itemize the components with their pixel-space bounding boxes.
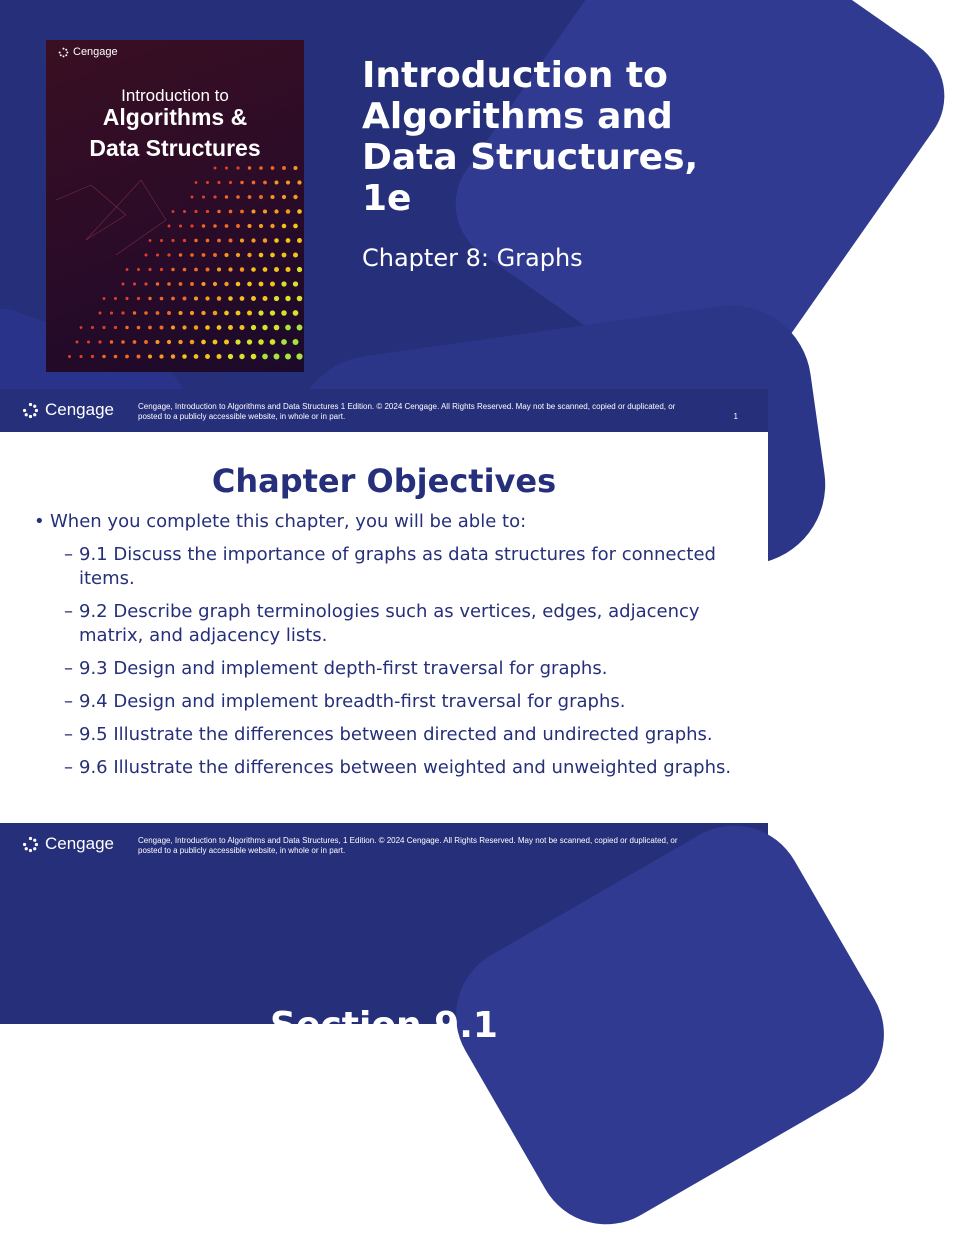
cover-dot	[194, 325, 198, 329]
cover-dot	[216, 354, 221, 359]
cover-dot	[282, 253, 287, 258]
cover-dot	[247, 253, 251, 257]
section-title: Section 9.1	[270, 1005, 498, 1046]
cover-dot	[297, 267, 302, 272]
cover-dot	[259, 195, 263, 199]
cover-dot	[293, 166, 297, 170]
cover-dot	[281, 310, 287, 316]
cover-dot	[125, 326, 128, 329]
cover-dot	[282, 195, 286, 199]
objective-item: – 9.3 Design and implement depth-first traversal for graphs.	[34, 657, 754, 681]
cover-dot	[251, 238, 255, 242]
intro-bullet: • When you complete this chapter, you will be able to:	[34, 511, 754, 533]
cover-dot	[205, 296, 209, 300]
copyright-notice: Cengage, Introduction to Algorithms and Data Structures, 1 Edition. © 2024 Cengage. All Rights Reserved. May not be scanned, copied or duplicated, or posted to a publicly accessible website, in whole or in part.	[138, 836, 678, 855]
cover-dot	[236, 224, 240, 228]
cover-dot	[133, 311, 136, 314]
cover-dot	[206, 181, 209, 184]
cover-dot	[297, 325, 303, 331]
footer-brand-label: Cengage	[45, 834, 115, 853]
cover-dot	[178, 311, 182, 315]
slide-heading: Chapter Objectives	[211, 462, 557, 500]
cover-dot	[217, 267, 221, 271]
cover-dot	[172, 210, 175, 213]
cover-dot	[206, 210, 209, 213]
cover-network-line	[86, 215, 126, 240]
cover-dot	[240, 210, 244, 214]
cover-dot	[87, 340, 90, 343]
cover-dot	[224, 282, 228, 286]
cover-dot	[297, 209, 302, 214]
cover-dot	[194, 239, 197, 242]
cover-dot	[228, 267, 232, 271]
cover-dot	[285, 353, 291, 359]
cover-dot	[144, 311, 148, 315]
cover-dot	[247, 224, 251, 228]
cover-network-line	[86, 180, 141, 240]
cover-dot	[217, 210, 220, 213]
cover-dot	[214, 167, 217, 170]
cover-dot	[155, 340, 159, 344]
cover-dot	[270, 281, 275, 286]
objective-item: – 9.2 Describe graph terminologies such as vertices, edges, adjacency matrix, and adjacency lists.	[34, 600, 754, 648]
cover-dot	[281, 339, 287, 345]
cover-dot	[248, 195, 252, 199]
cover-dot	[114, 355, 118, 359]
cover-dot	[247, 282, 252, 287]
cover-dot	[148, 354, 152, 358]
cover-dot	[281, 281, 286, 286]
cover-dot	[270, 253, 275, 258]
cover-dot	[179, 224, 182, 227]
objectives-list	[34, 543, 754, 780]
cover-dot	[213, 340, 218, 345]
cover-dot	[229, 181, 232, 184]
cover-dot	[293, 224, 298, 229]
cover-dot	[183, 210, 186, 213]
cover-dot	[240, 238, 244, 242]
cover-dot	[91, 355, 94, 358]
cover-dot	[263, 181, 267, 185]
cover-dot	[224, 311, 229, 316]
slide-footer	[0, 389, 768, 432]
cover-dot	[121, 311, 124, 314]
footer-brand	[22, 400, 114, 420]
cover-dot	[225, 195, 228, 198]
cover-title-line: Algorithms &	[102, 104, 248, 130]
cover-dot	[171, 325, 175, 329]
cover-dot	[178, 340, 182, 344]
cover-dot	[149, 239, 152, 242]
cover-dot	[213, 311, 218, 316]
cover-dot	[274, 325, 280, 331]
cover-dot	[251, 267, 256, 272]
cover-dot	[274, 296, 279, 301]
presentation-title: Introduction to Algorithms and Data Structures, 1e	[362, 55, 699, 219]
chapter-subtitle: Chapter 8: Graphs	[362, 244, 583, 272]
cover-dot	[239, 354, 244, 359]
cover-dot	[252, 210, 256, 214]
objective-item: – 9.1 Discuss the importance of graphs as data structures for connected items.	[34, 543, 754, 591]
cover-dot	[217, 296, 221, 300]
cover-dot	[160, 239, 163, 242]
cover-dot	[99, 312, 102, 315]
cover-dot	[190, 253, 194, 257]
cover-dot	[259, 166, 263, 170]
cover-dot	[205, 354, 210, 359]
cover-dot	[297, 238, 302, 243]
cover-dot	[190, 282, 194, 286]
cover-dot	[103, 297, 106, 300]
cover-dot	[271, 166, 275, 170]
cover-dot	[259, 253, 264, 258]
objective-item: – 9.5 Illustrate the differences between directed and undirected graphs.	[34, 723, 754, 747]
cover-dot	[114, 297, 117, 300]
cover-dot	[102, 326, 105, 329]
cover-dot	[252, 181, 256, 185]
cover-dot	[229, 210, 233, 214]
cover-dot	[217, 239, 221, 243]
cover-dot	[247, 339, 252, 344]
slide-1	[0, 0, 768, 432]
cover-dot	[224, 253, 228, 257]
cover-dot	[179, 282, 183, 286]
cover-dot	[240, 296, 245, 301]
page-number: 1	[733, 412, 738, 421]
cover-dot	[225, 166, 228, 169]
cover-dot	[144, 282, 147, 285]
cover-dot	[251, 325, 256, 330]
cover-dot	[286, 209, 290, 213]
cover-dot	[263, 238, 267, 242]
cover-dot	[148, 326, 152, 330]
cover-dot	[167, 282, 171, 286]
cover-dot	[293, 252, 298, 257]
cover-dot	[156, 253, 159, 256]
cover-dot	[190, 224, 193, 227]
cover-dot	[202, 253, 206, 257]
cover-dot	[202, 224, 205, 227]
cover-brand	[58, 46, 118, 58]
cover-dot	[171, 239, 174, 242]
cover-dot	[225, 224, 229, 228]
cover-dot	[286, 238, 291, 243]
cover-dot	[296, 353, 302, 359]
cover-dot	[121, 340, 125, 344]
cover-dot	[133, 340, 137, 344]
cengage-logo-icon	[22, 836, 39, 853]
cover-dot	[286, 180, 290, 184]
cover-dot	[182, 325, 186, 329]
cover-dot	[213, 282, 217, 286]
cover-dot	[228, 325, 233, 330]
cover-dot	[194, 268, 198, 272]
cover-dot	[171, 297, 175, 301]
cover-dot	[270, 195, 274, 199]
cover-dot-pattern	[46, 160, 304, 372]
slide-footer	[0, 823, 768, 866]
objective-item: – 9.6 Illustrate the differences between weighted and unweighted graphs.	[34, 756, 754, 780]
cover-dot	[171, 354, 175, 358]
cover-dot	[190, 311, 194, 315]
cover-dot	[102, 355, 105, 358]
cover-dot	[258, 339, 264, 345]
cover-dot	[194, 296, 198, 300]
cover-dot	[262, 325, 267, 330]
cover-dot	[240, 267, 244, 271]
copyright-notice: Cengage, Introduction to Algorithms and Data Structures 1 Edition. © 2024 Cengage. All Rights Reserved. May not be scanned, copied or duplicated, or posted to a publicly accessible website, in whole or in part.	[138, 402, 676, 421]
cover-dot	[167, 340, 171, 344]
cover-dot	[133, 282, 136, 285]
cover-dot	[201, 340, 206, 345]
cover-dot	[156, 282, 159, 285]
cover-dot	[236, 282, 241, 287]
cover-dot	[235, 339, 240, 344]
cover-dot	[228, 354, 233, 359]
cover-dot	[206, 239, 210, 243]
cover-dot	[183, 239, 186, 242]
cover-dot	[125, 355, 129, 359]
cengage-logo-icon	[22, 402, 39, 419]
cover-dot	[275, 181, 279, 185]
slide-3	[0, 865, 768, 1046]
cover-dot	[217, 325, 222, 330]
cover-title-line: Introduction to	[121, 86, 229, 105]
cover-dot	[145, 254, 148, 257]
cover-dot	[263, 267, 268, 272]
cover-dot	[270, 339, 276, 345]
cover-dot	[224, 339, 229, 344]
cover-dot	[274, 209, 278, 213]
cover-dot	[247, 310, 252, 315]
cover-dot	[159, 354, 163, 358]
cover-network-line	[141, 180, 166, 220]
cover-dot	[171, 268, 174, 271]
cengage-logo-icon	[58, 47, 69, 58]
objectives-body	[34, 511, 754, 789]
cover-dot	[194, 210, 197, 213]
cover-dot	[191, 196, 194, 199]
cover-dot	[293, 195, 297, 199]
cover-dot	[110, 340, 113, 343]
cover-dot	[251, 354, 257, 360]
objective-item: – 9.4 Design and implement breadth-first traversal for graphs.	[34, 690, 754, 714]
cover-dot	[183, 297, 187, 301]
cover-dot	[167, 311, 171, 315]
cover-dot	[236, 253, 240, 257]
footer-brand-label: Cengage	[45, 400, 115, 419]
cover-dot	[239, 325, 244, 330]
cover-dot	[126, 268, 129, 271]
cover-dot	[98, 340, 101, 343]
cover-network-line	[116, 220, 166, 255]
cover-dot	[179, 253, 182, 256]
cover-dot	[190, 340, 195, 345]
cover-dot	[270, 310, 275, 315]
cover-dot	[293, 339, 299, 345]
cover-dot	[236, 195, 240, 199]
cover-dot	[68, 355, 71, 358]
cover-dot	[160, 268, 163, 271]
cover-dot	[160, 326, 164, 330]
cover-dot	[206, 268, 210, 272]
cover-dot	[213, 253, 217, 257]
cover-dot	[251, 296, 256, 301]
cover-dot	[137, 297, 140, 300]
cover-dot	[293, 281, 298, 286]
cover-dot	[144, 340, 148, 344]
cover-dot	[91, 326, 94, 329]
cover-dot	[148, 297, 151, 300]
cover-dot	[137, 268, 140, 271]
cover-dot	[194, 354, 199, 359]
cover-dot	[160, 297, 164, 301]
cover-dot	[274, 238, 279, 243]
cover-brand-label: Cengage	[73, 46, 118, 58]
cover-dot	[201, 311, 205, 315]
cover-dot	[236, 311, 241, 316]
cover-dot	[270, 224, 274, 228]
cover-dot	[297, 296, 303, 302]
cover-dot	[236, 166, 239, 169]
cover-dot	[195, 181, 198, 184]
cover-dot	[285, 325, 291, 331]
cover-dot	[297, 180, 301, 184]
cover-dot	[205, 325, 210, 330]
cover-dot	[293, 310, 299, 316]
cover-dot	[282, 166, 286, 170]
cover-dot	[258, 310, 263, 315]
cover-dot	[182, 354, 187, 359]
cover-dot	[137, 326, 141, 330]
cover-dot	[259, 282, 264, 287]
cover-dot	[79, 355, 82, 358]
cover-dot	[262, 354, 268, 360]
cover-dot	[137, 355, 141, 359]
cover-dot	[213, 195, 216, 198]
cover-dot	[259, 224, 263, 228]
cover-dot	[285, 296, 290, 301]
cover-dot	[80, 326, 83, 329]
cover-dot	[125, 297, 128, 300]
cover-dot	[217, 181, 220, 184]
cover-dot	[202, 195, 205, 198]
footer-brand	[22, 834, 114, 854]
cover-dot	[248, 166, 251, 169]
cover-dot	[262, 296, 267, 301]
cover-dot	[263, 209, 267, 213]
cover-dot	[167, 253, 170, 256]
cover-dot	[282, 224, 287, 229]
cover-dot	[285, 267, 290, 272]
cover-dot	[122, 283, 125, 286]
cover-dot	[228, 296, 233, 301]
cover-dot	[183, 268, 187, 272]
cover-dot	[213, 224, 217, 228]
cover-dot	[148, 268, 151, 271]
cover-dot	[274, 267, 279, 272]
cover-network-line	[91, 185, 126, 215]
cover-dot	[274, 354, 280, 360]
cover-network-line	[56, 185, 91, 200]
cover-dot	[240, 181, 243, 184]
slide-2	[0, 432, 768, 865]
cover-dot	[229, 239, 233, 243]
cover-dot	[156, 311, 160, 315]
cover-dot	[110, 311, 113, 314]
cover-title-line: Data Structures	[89, 135, 261, 161]
cover-dot	[76, 341, 79, 344]
cover-dot	[114, 326, 117, 329]
cover-dot	[168, 225, 171, 228]
book-cover	[46, 40, 304, 372]
cover-dot	[201, 282, 205, 286]
